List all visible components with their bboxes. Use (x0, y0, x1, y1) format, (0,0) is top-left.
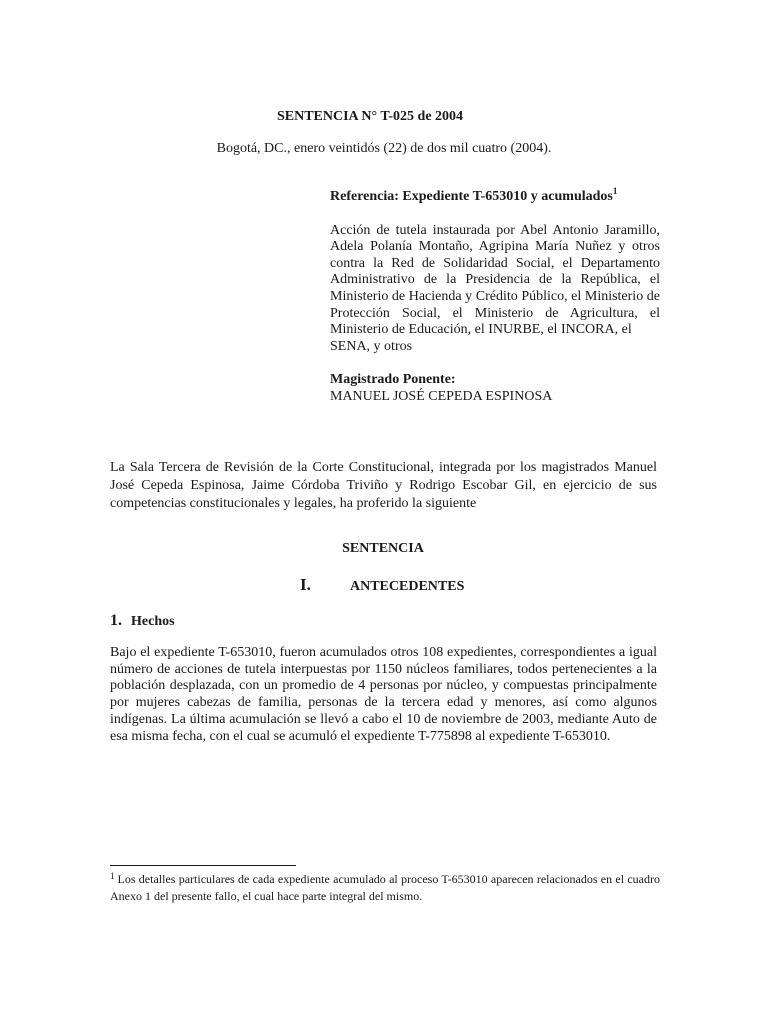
footnote (110, 871, 660, 905)
date-line (0, 141, 768, 157)
section-heading: SENTENCIA (342, 541, 424, 556)
date-text: Bogotá, DC., enero veintidós (22) de dos mil cuatro (2004). (216, 141, 552, 156)
footnote-number: 1 (110, 871, 115, 881)
reference-description-text: Acción de tutela instaurada por Abel Antonio Jaramillo, Adela Polanía Montaño, Agripina María Nuñez y otros contra la Red de Solidaridad Social, el Departamento Administrativo de la Presidencia de la República, el Ministerio de Hacienda y Crédito Público, el Ministerio de Protección Social, el Ministerio de Agricultura, el Ministerio de Educación, el INURBE, el INCORA, el (330, 222, 660, 338)
reference-description-last-line: SENA, y otros (330, 338, 413, 354)
subsection-title: Hechos (131, 614, 175, 629)
magistrate-name: MANUEL JOSÉ CEPEDA ESPINOSA (330, 388, 553, 404)
magistrate-label: Magistrado Ponente: (330, 372, 456, 388)
document-title: SENTENCIA N° T-025 de 2004 (276, 109, 464, 124)
reference-heading (330, 186, 660, 206)
reference-description (330, 223, 660, 356)
footnote-text: Los detalles particulares de cada expediente acumulado al proceso T-653010 aparecen relacionados en el cuadro Anexo 1 del presente fallo, el cual hace parte integral del mismo. (110, 872, 660, 903)
chapter-title: ANTECEDENTES (350, 579, 465, 594)
chapter-heading (300, 575, 464, 595)
footnote-marker: 1 (612, 186, 618, 196)
reference-label: Referencia: Expediente T-653010 y acumulados (330, 189, 613, 204)
footnote-separator (110, 865, 296, 866)
subsection-number: 1. (110, 612, 122, 629)
hechos-paragraph: Bajo el expediente T-653010, fueron acumulados otros 108 expedientes, correspondientes a igual número de acciones de tutela interpuestas por 1150 núcleos familiares, todos pertenecientes a la población desplazada, con un promedio de 4 personas por núcleo, y compuestas principalmente por mujeres cabezas de familia, personas de la tercera edad y menores, así como algunos indígenas. La última acumulación se llevó a cabo el 10 de noviembre de 2003, mediante Auto de esa misma fecha, con el cual se acumuló el expediente T-775898 al expediente T-653010. (110, 645, 657, 744)
intro-paragraph: La Sala Tercera de Revisión de la Corte Constitucional, integrada por los magistrados Manuel José Cepeda Espinosa, Jaime Córdoba Triviño y Rodrigo Escobar Gil, en ejercicio de sus competencias constitucionales y legales, ha proferido la siguiente (110, 460, 657, 511)
reference-block (330, 186, 660, 406)
chapter-numeral: I. (300, 575, 311, 594)
subsection-heading (110, 612, 175, 630)
